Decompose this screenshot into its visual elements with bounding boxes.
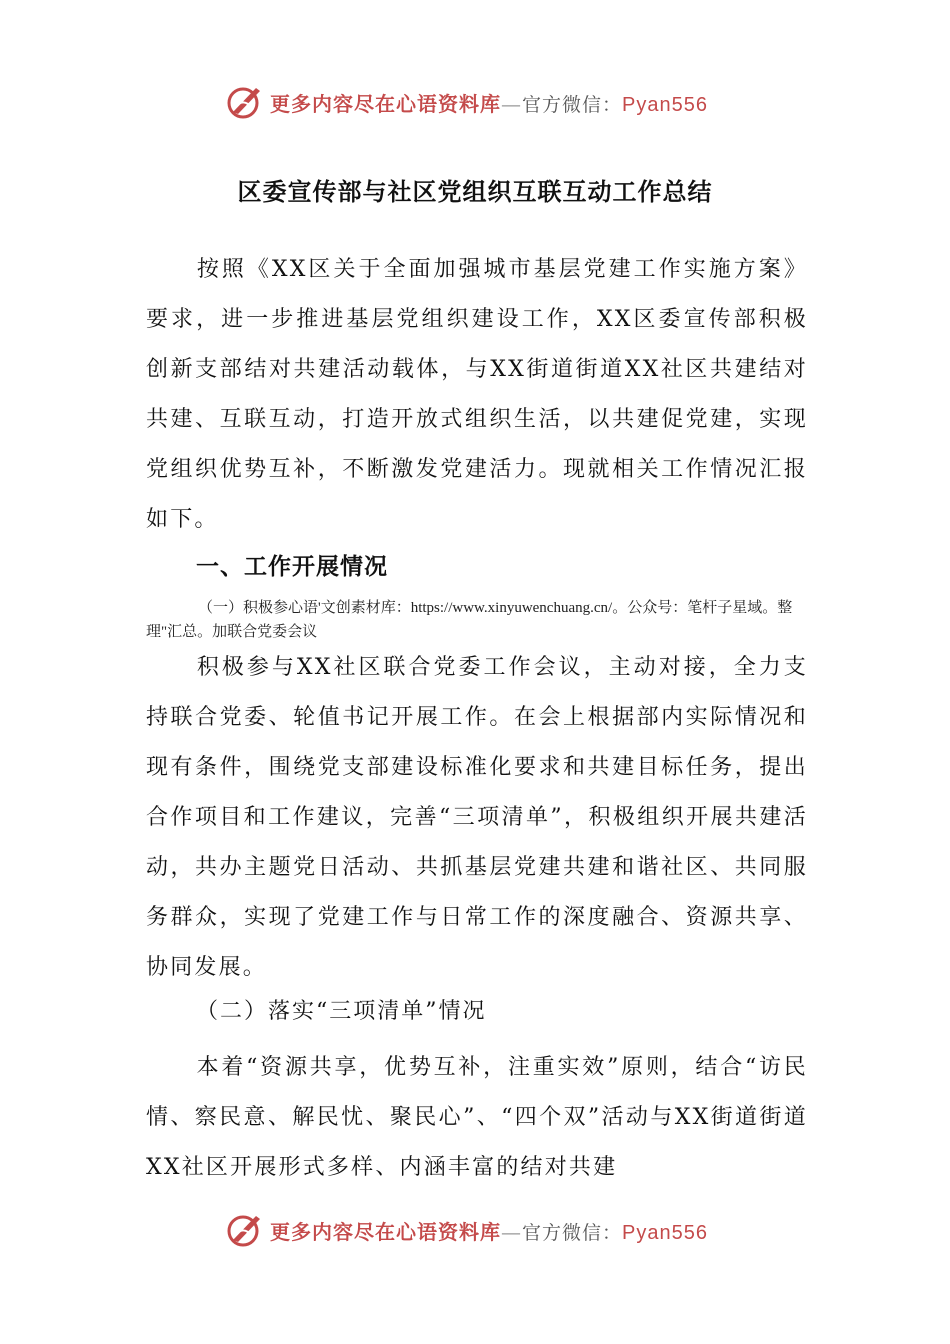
brand-name: 更多内容尽在心语资料库 bbox=[270, 92, 501, 116]
wechat-id: Pyan556 bbox=[622, 1222, 708, 1244]
section-heading: 一、工作开展情况 bbox=[196, 554, 388, 580]
banner-text bbox=[270, 88, 708, 117]
paragraph-text: 本着“资源共享，优势互补，注重实效”原则，结合“访民情、察民意、解民忧、聚民心”、“四个双”活动与XX街道街道XX社区开展形式多样、内涵丰富的结对共建 bbox=[146, 1055, 808, 1180]
intro-text: 按照《XX区关于全面加强城市基层党建工作实施方案》要求，进一步推进基层党组织建设工作，XX区委宣传部积极创新支部结对共建活动载体，与XX街道街道XX社区共建结对共建、互联互动，打造开放式组织生活，以共建促党建，实现党组织优势互补，不断激发党建活力。现就相关工作情况汇报如下。 bbox=[146, 257, 808, 532]
document-title: 区委宣传部与社区党组织互联互动工作总结 bbox=[237, 178, 713, 206]
banner-text bbox=[270, 1216, 708, 1245]
wechat-label: 官方微信： bbox=[522, 1222, 623, 1244]
quill-logo-icon bbox=[226, 1212, 264, 1248]
brand-dash: — bbox=[501, 1220, 522, 1244]
quill-logo-icon bbox=[226, 84, 264, 120]
body-paragraph-1 bbox=[146, 643, 808, 993]
body-paragraph-2 bbox=[146, 1043, 808, 1193]
brand-name: 更多内容尽在心语资料库 bbox=[270, 1220, 501, 1244]
header-banner bbox=[0, 82, 950, 122]
wechat-label: 官方微信： bbox=[522, 94, 623, 116]
brand-dash: — bbox=[501, 92, 522, 116]
intro-paragraph bbox=[146, 245, 808, 545]
subsection-heading: （二）落实“三项清单”情况 bbox=[196, 999, 487, 1024]
watermark-note bbox=[146, 596, 816, 644]
paragraph-text: 积极参与XX社区联合党委工作会议，主动对接，全力支持联合党委、轮值书记开展工作。在会上根据部内实际情况和现有条件，围绕党支部建设标准化要求和共建目标任务，提出合作项目和工作建议，完善“三项清单”，积极组织开展共建活动，共办主题党日活动、共抓基层党建共建和谐社区、共同服务群众，实现了党建工作与日常工作的深度融合、资源共享、协同发展。 bbox=[146, 655, 808, 980]
note-text: （一）积极参心语'文创素材库：https://www.xinyuwenchuang.cn/。公众号：笔杆子星域。整理"汇总。加联合党委会议 bbox=[146, 600, 793, 640]
wechat-id: Pyan556 bbox=[622, 94, 708, 116]
footer-banner bbox=[0, 1210, 950, 1250]
